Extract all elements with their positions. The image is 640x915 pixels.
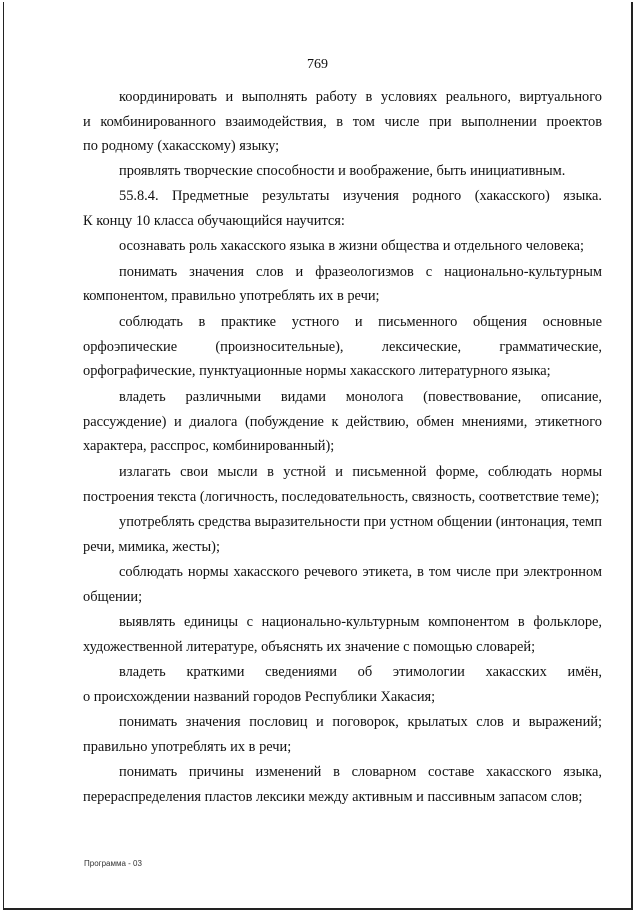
- text-line: перераспределения пластов лексики между активным и пассивным запасом слов;: [83, 789, 583, 805]
- text-line: построения текста (логичность, последовательность, связность, соответствие теме);: [83, 489, 600, 505]
- text-line: понимать значения пословиц и поговорок, крылатых слов и выражений;: [119, 714, 602, 730]
- text-line: общении;: [83, 589, 143, 605]
- text-line: владеть различными видами монолога (повествование, описание,: [119, 389, 602, 405]
- text-line: осознавать роль хакасского языка в жизни общества и отдельного человека;: [119, 238, 585, 254]
- text-line: орфографические, пунктуационные нормы хакасского литературного языка;: [83, 363, 551, 379]
- text-line: характера, расспрос, комбинированный);: [83, 438, 335, 454]
- page-number: 769: [307, 57, 328, 72]
- text-line: владеть краткими сведениями об этимологии хакасских имён,: [119, 664, 602, 680]
- section-heading: 55.8.4. Предметные результаты изучения родного (хакасского) языка.: [119, 188, 602, 204]
- text-line: К концу 10 класса обучающийся научится:: [83, 213, 345, 229]
- text-line: и комбинированного взаимодействия, в том числе при выполнении проектов: [83, 114, 602, 130]
- text-line: по родному (хакасскому) языку;: [83, 138, 280, 154]
- text-line: речи, мимика, жесты);: [83, 539, 220, 555]
- text-line: рассуждение) и диалога (побуждение к действию, обмен мнениями, этикетного: [83, 414, 602, 430]
- text-line: координировать и выполнять работу в условиях реального, виртуального: [119, 89, 602, 105]
- text-line: излагать свои мысли в устной и письменной форме, соблюдать нормы: [119, 464, 602, 480]
- text-line: орфоэпические (произносительные), лексические, грамматические,: [83, 339, 602, 355]
- footer-label: Программа - 03: [84, 859, 142, 868]
- text-line: понимать причины изменений в словарном составе хакасского языка,: [119, 764, 602, 780]
- text-line: художественной литературе, объяснять их значение с помощью словарей;: [83, 639, 536, 655]
- text-line: употреблять средства выразительности при устном общении (интонация, темп: [119, 514, 602, 530]
- text-line: проявлять творческие способности и воображение, быть инициативным.: [119, 163, 566, 179]
- text-line: понимать значения слов и фразеологизмов с национально-культурным: [119, 264, 602, 280]
- text-line: о происхождении названий городов Республики Хакасия;: [83, 689, 436, 705]
- text-line: соблюдать в практике устного и письменного общения основные: [119, 314, 602, 330]
- document-page: [3, 2, 633, 910]
- text-line: компонентом, правильно употреблять их в речи;: [83, 288, 380, 304]
- text-line: правильно употреблять их в речи;: [83, 739, 292, 755]
- text-line: соблюдать нормы хакасского речевого этикета, в том числе при электронном: [119, 564, 602, 580]
- text-line: выявлять единицы с национально-культурным компонентом в фольклоре,: [119, 614, 602, 630]
